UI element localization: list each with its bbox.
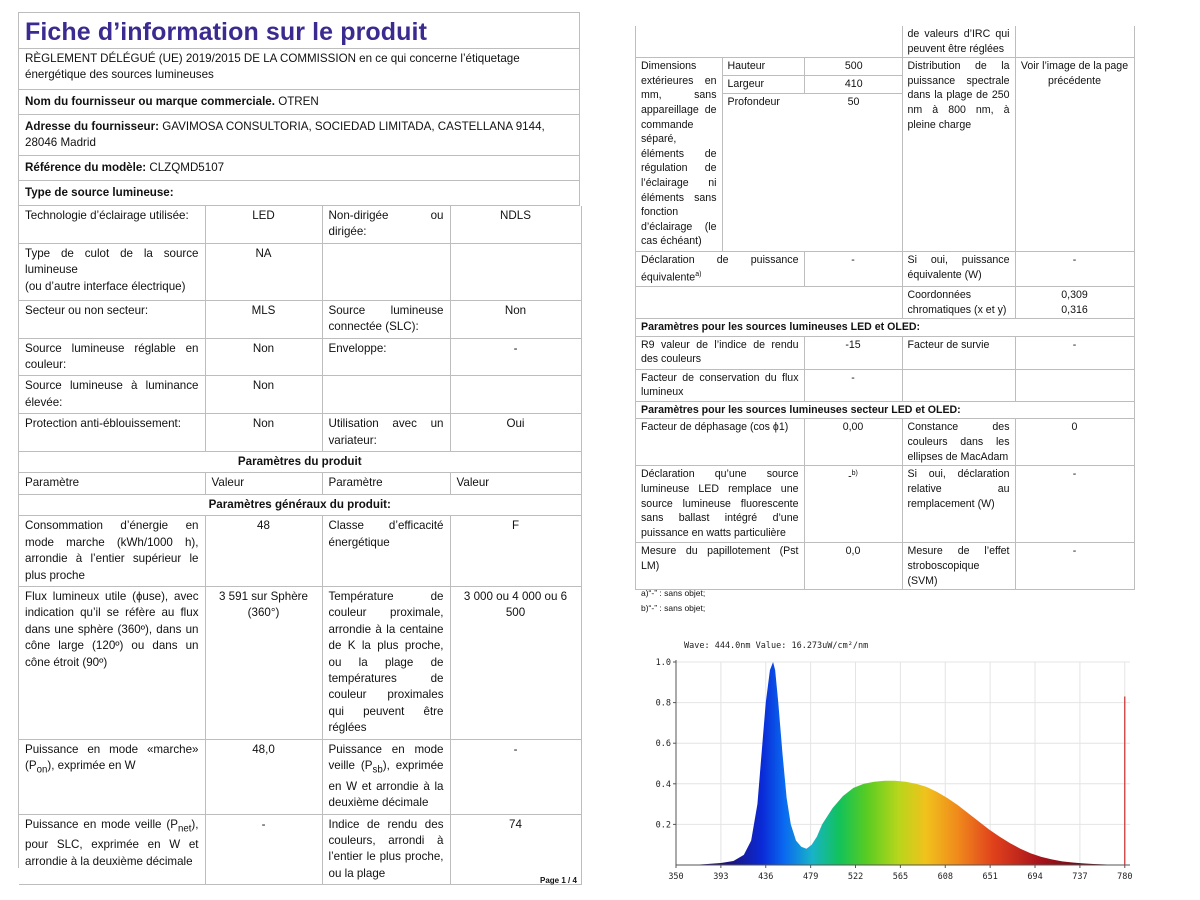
product-sheet-right <box>635 26 1133 590</box>
param-value: 0,0 <box>804 543 902 590</box>
param-label: Source lumineuse réglable en couleur: <box>19 338 205 376</box>
page-number: Page 1 / 4 <box>540 876 577 885</box>
param-label: Source lumineuse à luminance élevée: <box>19 376 205 414</box>
column-header: Valeur <box>450 473 581 494</box>
table-row <box>636 466 1134 543</box>
footnote-a: a)“-” : sans objet; <box>641 588 706 598</box>
section-heading-row <box>19 494 581 515</box>
dimension-label: Largeur <box>723 76 805 94</box>
param-label <box>19 814 205 885</box>
column-header: Paramètre <box>19 473 205 494</box>
param-value: 0,00 <box>804 419 902 466</box>
x-tick-label: 694 <box>1027 872 1043 882</box>
param-label: Source lumineuse connectée (SLC): <box>322 300 450 338</box>
label-part: Puissance en mode veille (P <box>328 742 444 772</box>
address-row <box>19 115 580 156</box>
y-tick-label: 0.4 <box>655 779 671 790</box>
regulation-text: RÈGLEMENT DÉLÉGUÉ (UE) 2019/2015 DE LA COMMISSION en ce qui concerne l’étiquetage énergétique des sources lumineuses <box>25 52 520 82</box>
table-row <box>19 739 581 814</box>
label-part: Puissance en mode «marche» (P <box>25 742 199 772</box>
param-label-line: (ou d’autre interface électrique) <box>25 279 186 293</box>
param-label <box>636 252 804 287</box>
general-heading: Paramètres généraux du produit: <box>19 494 581 515</box>
dimension-value: 50 <box>847 96 860 109</box>
column-header: Valeur <box>205 473 322 494</box>
param-label: Indice de rendu des couleurs, arrondi à l’entier le plus proche, ou la plage <box>322 814 450 885</box>
x-tick-label: 565 <box>892 872 909 882</box>
table-row <box>723 58 903 76</box>
param-value <box>1015 286 1134 318</box>
spd-label: Distribution de la puissance spectrale dans la plage de 250 nm à 800 nm, à pleine charge <box>902 58 1015 252</box>
x-tick-label: 737 <box>1072 872 1088 882</box>
table-row <box>19 586 581 739</box>
spectrum-chart <box>654 636 1142 884</box>
chroma-x: 0,309 <box>1061 288 1088 301</box>
column-header: Paramètre <box>322 473 450 494</box>
param-value: 3 591 sur Sphère (360°) <box>205 586 322 739</box>
param-value: NDLS <box>450 206 581 243</box>
param-value: Non <box>205 338 322 376</box>
param-label <box>19 243 205 300</box>
empty-cell <box>636 286 902 318</box>
param-value: LED <box>205 206 322 243</box>
product-sheet-left <box>18 12 580 880</box>
param-value: - <box>1015 252 1134 287</box>
table-row <box>19 414 581 452</box>
param-value: 0 <box>1015 419 1134 466</box>
y-tick-label: 0.2 <box>655 820 671 831</box>
mains-heading: Paramètres pour les sources lumineuses secteur LED et OLED: <box>636 401 1134 419</box>
footnote-b: b)“-” : sans objet; <box>641 603 706 613</box>
label-part: ), exprimée en W <box>47 758 136 772</box>
column-header-row <box>19 473 581 494</box>
empty-cell <box>1015 26 1134 58</box>
param-value: - <box>450 739 581 814</box>
param-label: Secteur ou non secteur: <box>19 300 205 338</box>
value-text: - <box>848 471 852 483</box>
param-value: - <box>1015 466 1134 543</box>
type-table <box>19 206 582 885</box>
param-label: Si oui, déclaration relative au remplacement (W) <box>902 466 1015 543</box>
dimension-label: Profondeur <box>727 96 780 109</box>
param-value: - <box>1015 336 1134 369</box>
param-value: Oui <box>450 414 581 452</box>
spectrum-svg <box>654 636 1142 884</box>
supplier-row <box>19 90 580 115</box>
param-value: Non <box>205 414 322 452</box>
chart-title: Wave: 444.0nm Value: 16.273uW/cm²/nm <box>684 641 869 651</box>
param-label: Consommation d’énergie en mode marche (kWh/1000 h), arrondie à l’entier supérieur le plus proche <box>19 516 205 587</box>
label-part: Puissance en mode veille (P <box>25 817 178 831</box>
param-label: Facteur de survie <box>902 336 1015 369</box>
param-value: MLS <box>205 300 322 338</box>
footnotes <box>641 586 705 616</box>
param-value: -15 <box>804 336 902 369</box>
label-part: ), exprimée en W et arrondie à la deuxième décimale <box>328 758 444 810</box>
dimension-value: 500 <box>805 58 903 76</box>
params-table-continued <box>636 26 1135 590</box>
param-label: Si oui, puissance équivalente (W) <box>902 252 1015 287</box>
param-value: 48 <box>205 516 322 587</box>
param-value <box>804 466 902 543</box>
label-subscript: net <box>177 822 192 834</box>
page-title: Fiche d’information sur le produit <box>25 18 428 46</box>
param-label: Température de couleur proximale, arrondie à la centaine de K la plus proche, ou la plage de températures de couleur proximales qui peuvent être réglées <box>322 586 450 739</box>
x-tick-label: 436 <box>758 872 774 882</box>
regulation-row <box>19 49 580 90</box>
spd-value: Voir l’image de la page précédente <box>1015 58 1134 252</box>
param-value: - <box>205 814 322 885</box>
param-label: Utilisation avec un variateur: <box>322 414 450 452</box>
param-value: - <box>804 252 902 287</box>
model-row <box>19 156 580 181</box>
table-row <box>636 369 1134 401</box>
param-value <box>450 243 581 300</box>
section-heading-row <box>636 319 1134 337</box>
x-tick-label: 522 <box>847 872 864 882</box>
section-heading-row <box>19 452 581 473</box>
type-heading: Type de source lumineuse: <box>19 181 580 206</box>
table-row <box>723 94 903 112</box>
table-row <box>636 252 1134 287</box>
table-row <box>19 338 581 376</box>
param-value <box>450 376 581 414</box>
params-heading: Paramètres du produit <box>19 452 581 473</box>
param-label: Technologie d’éclairage utilisée: <box>19 206 205 243</box>
table-row <box>723 76 903 94</box>
param-label <box>19 739 205 814</box>
param-value: 3 000 ou 4 000 ou 6 500 <box>450 586 581 739</box>
table-row <box>636 543 1134 590</box>
table-row <box>19 206 581 243</box>
param-label: Mesure du papillotement (Pst LM) <box>636 543 804 590</box>
model-label: Référence du modèle: <box>25 161 147 174</box>
table-row <box>636 26 1134 58</box>
param-label: Non-dirigée ou dirigée: <box>322 206 450 243</box>
x-tick-label: 393 <box>713 872 729 882</box>
supplier-value: OTREN <box>278 95 319 108</box>
param-label: Facteur de conservation du flux lumineux <box>636 369 804 401</box>
x-tick-label: 608 <box>937 872 953 882</box>
led-heading: Paramètres pour les sources lumineuses LED et OLED: <box>636 319 1134 337</box>
table-row <box>19 516 581 587</box>
chroma-y: 0,316 <box>1061 303 1088 316</box>
table-row <box>636 58 1134 252</box>
param-label: Déclaration qu’une source lumineuse LED remplace une source lumineuse fluorescente sans ballast intégré d’une puissance en watts particulière <box>636 466 804 543</box>
param-label: de valeurs d’IRC qui peuvent être réglées <box>902 26 1015 58</box>
param-label: Flux lumineux utile (ɸuse), avec indication qu’il se réfère au flux dans une sphère (360º), dans un cône large (120º) ou dans un cône étroit (90º) <box>19 586 205 739</box>
x-tick-label: 651 <box>982 872 998 882</box>
chart-series <box>692 662 1125 865</box>
param-label: Protection anti-éblouissement: <box>19 414 205 452</box>
dimensions-cell <box>722 58 902 252</box>
supplier-label: Nom du fournisseur ou marque commerciale. <box>25 95 275 108</box>
y-tick-label: 0.8 <box>655 698 671 709</box>
x-tick-label: 780 <box>1117 872 1133 882</box>
table-row <box>19 300 581 338</box>
param-label: Constance des couleurs dans les ellipses de MacAdam <box>902 419 1015 466</box>
label-part: ), pour SLC, exprimée en W et arrondie à la deuxième décimale <box>25 817 199 868</box>
footnote-ref: b) <box>851 470 858 478</box>
x-tick-label: 479 <box>802 872 819 882</box>
param-label-line: Type de culot de la source lumineuse <box>25 246 199 277</box>
param-label <box>322 376 450 414</box>
equiv-label: Déclaration de puissance équivalente <box>641 254 799 284</box>
table-row <box>636 336 1134 369</box>
param-value: - <box>450 338 581 376</box>
table-row <box>19 243 581 300</box>
address-label: Adresse du fournisseur: <box>25 120 160 133</box>
table-row <box>19 376 581 414</box>
address-value: GAVIMOSA CONSULTORIA, SOCIEDAD LIMITADA, CASTELLANA 9144, 28046 Madrid <box>25 120 545 150</box>
label-subscript: on <box>36 764 48 776</box>
table-row <box>636 419 1134 466</box>
param-value: Non <box>450 300 581 338</box>
param-label: R9 valeur de l’indice de rendu des couleurs <box>636 336 804 369</box>
model-value: CLZQMD5107 <box>149 161 225 174</box>
spectrum-area <box>692 662 1125 865</box>
param-label <box>322 739 450 814</box>
param-label: Mesure de l’effet stroboscopique (SVM) <box>902 543 1015 590</box>
param-value: - <box>1015 543 1134 590</box>
dimension-value: 410 <box>805 76 903 94</box>
empty-cell <box>902 369 1015 401</box>
param-label: Classe d’efficacité énergétique <box>322 516 450 587</box>
param-label: Facteur de déphasage (cos ϕ1) <box>636 419 804 466</box>
param-value: NA <box>205 243 322 300</box>
param-value: 48,0 <box>205 739 322 814</box>
param-value: 74 <box>450 814 581 885</box>
label-subscript: sb <box>372 764 383 776</box>
table-row <box>19 814 581 885</box>
y-tick-label: 1.0 <box>655 658 671 668</box>
param-value: Non <box>205 376 322 414</box>
param-label: Coordonnées chromatiques (x et y) <box>902 286 1015 318</box>
empty-cell <box>636 26 902 58</box>
title-bar <box>19 13 580 49</box>
param-value: - <box>804 369 902 401</box>
param-label <box>322 243 450 300</box>
x-tick-label: 350 <box>668 872 684 882</box>
param-label: Enveloppe: <box>322 338 450 376</box>
dimensions-table <box>723 58 903 111</box>
section-heading-row <box>636 401 1134 419</box>
dimensions-label: Dimensions extérieures en mm, sans appareillage de commande séparé, éléments de régulation de l’éclairage ni éléments sans fonction d’éclairage (le cas échéant) <box>636 58 722 252</box>
param-value: F <box>450 516 581 587</box>
dimension-label: Hauteur <box>723 58 805 76</box>
y-tick-label: 0.6 <box>655 739 671 750</box>
footnote-ref: a) <box>695 270 702 278</box>
table-row <box>636 286 1134 318</box>
empty-cell <box>1015 369 1134 401</box>
